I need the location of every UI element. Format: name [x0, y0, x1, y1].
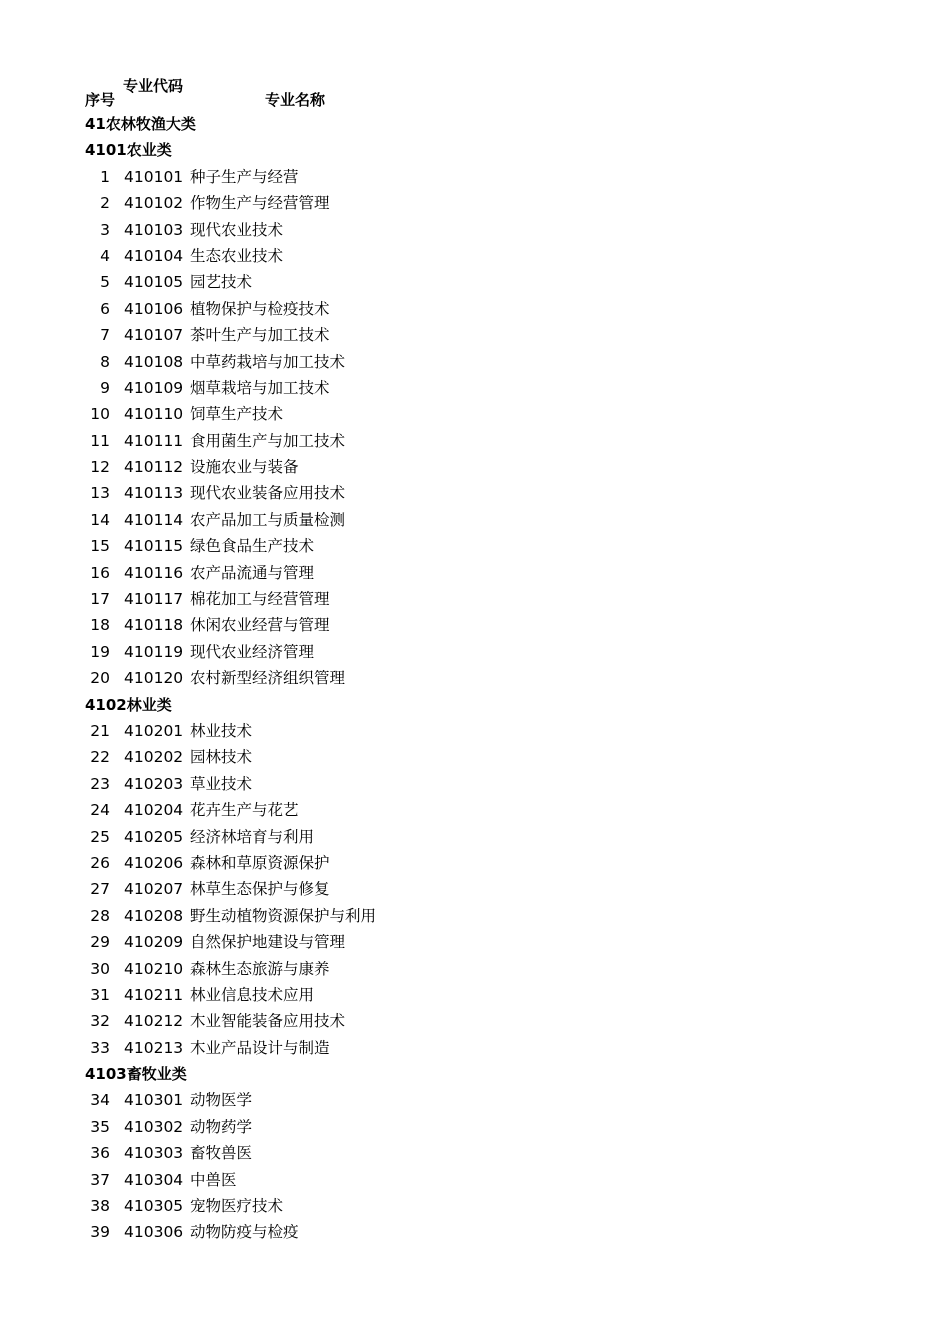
- row-name: 棉花加工与经营管理: [190, 590, 330, 609]
- row-seq: 17: [90, 590, 110, 609]
- row-code: 410201: [124, 721, 184, 740]
- row-name: 园林技术: [190, 748, 253, 767]
- row-code: 410112: [124, 458, 184, 477]
- row-code: 410118: [124, 616, 184, 635]
- row-seq: 21: [90, 721, 110, 740]
- row-seq: 16: [90, 563, 110, 582]
- table-row: [0, 507, 950, 533]
- table-row: [0, 665, 950, 691]
- row-seq: 36: [90, 1144, 110, 1163]
- row-seq: 9: [100, 378, 110, 397]
- row-code: 410115: [124, 537, 184, 556]
- row-code: 410105: [124, 273, 184, 292]
- category-row: [0, 1061, 950, 1087]
- row-name: 宠物医疗技术: [190, 1197, 284, 1216]
- row-name: 农村新型经济组织管理: [190, 669, 346, 688]
- row-code: 410211: [124, 985, 184, 1004]
- table-row: [0, 718, 950, 744]
- header-seq: 序号: [85, 91, 116, 109]
- row-name: 植物保护与检疫技术: [190, 299, 330, 318]
- row-code: 410301: [124, 1091, 184, 1110]
- row-name: 现代农业技术: [190, 220, 284, 239]
- row-seq: 7: [100, 326, 110, 345]
- row-code: 410116: [124, 563, 184, 582]
- row-code: 410302: [124, 1117, 184, 1136]
- row-seq: 1: [100, 167, 110, 186]
- header-name: 专业名称: [265, 91, 326, 109]
- row-code: 410107: [124, 326, 184, 345]
- table-row: [0, 164, 950, 190]
- category-row: [0, 137, 950, 163]
- row-seq: 12: [90, 458, 110, 477]
- row-seq: 37: [90, 1170, 110, 1189]
- category-row: [0, 692, 950, 718]
- row-name: 中草药栽培与加工技术: [190, 352, 346, 371]
- row-code: 410212: [124, 1012, 184, 1031]
- table-row: [0, 533, 950, 559]
- row-seq: 25: [90, 827, 110, 846]
- row-code: 410114: [124, 510, 184, 529]
- table-row: [0, 243, 950, 269]
- table-row: [0, 296, 950, 322]
- table-row: [0, 1219, 950, 1245]
- row-seq: 29: [90, 933, 110, 952]
- row-name: 饲草生产技术: [190, 405, 284, 424]
- row-name: 森林生态旅游与康养: [190, 959, 330, 978]
- header-code: 专业代码: [122, 77, 183, 95]
- row-seq: 3: [100, 220, 110, 239]
- table-row: [0, 797, 950, 823]
- row-code: 410207: [124, 880, 184, 899]
- row-name: 花卉生产与花艺: [190, 801, 299, 820]
- row-code: 410119: [124, 642, 184, 661]
- row-code: 410113: [124, 484, 184, 503]
- row-seq: 30: [90, 959, 110, 978]
- row-name: 动物医学: [190, 1091, 253, 1110]
- table-row: [0, 1035, 950, 1061]
- table-row: [0, 876, 950, 902]
- row-code: 410206: [124, 853, 184, 872]
- row-name: 食用菌生产与加工技术: [190, 431, 346, 450]
- table-row: [0, 269, 950, 295]
- table-row: [0, 1193, 950, 1219]
- table-row: [0, 903, 950, 929]
- row-code: 410117: [124, 590, 184, 609]
- row-code: 410108: [124, 352, 184, 371]
- row-name: 森林和草原资源保护: [190, 853, 330, 872]
- table-row: [0, 375, 950, 401]
- row-name: 中兽医: [190, 1170, 237, 1189]
- row-name: 园艺技术: [190, 273, 253, 292]
- table-row: [0, 824, 950, 850]
- row-name: 农产品加工与质量检测: [190, 510, 346, 529]
- row-name: 野生动植物资源保护与利用: [190, 906, 377, 925]
- row-name: 现代农业装备应用技术: [190, 484, 346, 503]
- row-seq: 18: [90, 616, 110, 635]
- row-seq: 38: [90, 1197, 110, 1216]
- row-name: 自然保护地建设与管理: [190, 933, 346, 952]
- row-seq: 6: [100, 299, 110, 318]
- table-row: [0, 349, 950, 375]
- table-row: [0, 982, 950, 1008]
- table-row: [0, 612, 950, 638]
- row-code: 410303: [124, 1144, 184, 1163]
- row-name: 动物药学: [190, 1117, 253, 1136]
- table-row: [0, 744, 950, 770]
- row-name: 作物生产与经营管理: [190, 194, 330, 213]
- row-name: 经济林培育与利用: [190, 827, 315, 846]
- row-name: 烟草栽培与加工技术: [190, 378, 330, 397]
- category-label: 4102林业类: [85, 695, 172, 714]
- row-code: 410210: [124, 959, 184, 978]
- row-code: 410110: [124, 405, 184, 424]
- table-row: [0, 401, 950, 427]
- row-name: 草业技术: [190, 774, 253, 793]
- row-seq: 34: [90, 1091, 110, 1110]
- table-row: [0, 929, 950, 955]
- row-code: 410304: [124, 1170, 184, 1189]
- row-seq: 28: [90, 906, 110, 925]
- row-code: 410104: [124, 246, 184, 265]
- table-row: [0, 1140, 950, 1166]
- row-code: 410103: [124, 220, 184, 239]
- row-code: 410202: [124, 748, 184, 767]
- row-seq: 22: [90, 748, 110, 767]
- table-row: [0, 560, 950, 586]
- row-code: 410111: [124, 431, 184, 450]
- table-row: [0, 850, 950, 876]
- row-name: 动物防疫与检疫: [190, 1223, 299, 1242]
- table-row: [0, 480, 950, 506]
- row-seq: 20: [90, 669, 110, 688]
- table-body: [0, 111, 950, 1246]
- row-name: 木业智能装备应用技术: [190, 1012, 346, 1031]
- row-name: 畜牧兽医: [190, 1144, 253, 1163]
- table-row: [0, 217, 950, 243]
- row-code: 410208: [124, 906, 184, 925]
- row-name: 林草生态保护与修复: [190, 880, 330, 899]
- row-seq: 24: [90, 801, 110, 820]
- row-code: 410306: [124, 1223, 184, 1242]
- row-seq: 19: [90, 642, 110, 661]
- row-name: 设施农业与装备: [190, 458, 299, 477]
- row-code: 410204: [124, 801, 184, 820]
- row-name: 现代农业经济管理: [190, 642, 315, 661]
- table-row: [0, 1167, 950, 1193]
- row-name: 林业信息技术应用: [190, 985, 315, 1004]
- row-seq: 10: [90, 405, 110, 424]
- row-seq: 26: [90, 853, 110, 872]
- table-row: [0, 639, 950, 665]
- row-name: 木业产品设计与制造: [190, 1038, 330, 1057]
- table-row: [0, 322, 950, 348]
- row-code: 410305: [124, 1197, 184, 1216]
- row-code: 410106: [124, 299, 184, 318]
- row-name: 茶叶生产与加工技术: [190, 326, 330, 345]
- row-seq: 8: [100, 352, 110, 371]
- row-seq: 33: [90, 1038, 110, 1057]
- row-code: 410109: [124, 378, 184, 397]
- row-seq: 11: [90, 431, 110, 450]
- row-code: 410120: [124, 669, 184, 688]
- row-seq: 13: [90, 484, 110, 503]
- row-seq: 27: [90, 880, 110, 899]
- row-code: 410205: [124, 827, 184, 846]
- row-code: 410101: [124, 167, 184, 186]
- row-seq: 4: [100, 246, 110, 265]
- table-row: [0, 1087, 950, 1113]
- category-label: 4103畜牧业类: [85, 1065, 187, 1084]
- row-seq: 23: [90, 774, 110, 793]
- table-row: [0, 190, 950, 216]
- row-seq: 35: [90, 1117, 110, 1136]
- row-seq: 32: [90, 1012, 110, 1031]
- row-code: 410102: [124, 194, 184, 213]
- category-label: 41农林牧渔大类: [85, 115, 196, 133]
- row-name: 种子生产与经营: [190, 167, 299, 186]
- row-seq: 39: [90, 1223, 110, 1242]
- table-row: [0, 428, 950, 454]
- row-name: 绿色食品生产技术: [190, 537, 315, 556]
- table-row: [0, 1114, 950, 1140]
- category-row: [0, 111, 950, 137]
- table-row: [0, 1008, 950, 1034]
- row-code: 410213: [124, 1038, 184, 1057]
- category-label: 4101农业类: [85, 141, 172, 160]
- row-name: 林业技术: [190, 721, 253, 740]
- row-code: 410209: [124, 933, 184, 952]
- row-seq: 15: [90, 537, 110, 556]
- table-row: [0, 454, 950, 480]
- row-seq: 14: [90, 510, 110, 529]
- row-name: 休闲农业经营与管理: [190, 616, 330, 635]
- row-name: 生态农业技术: [190, 246, 284, 265]
- row-seq: 2: [100, 194, 110, 213]
- table-row: [0, 771, 950, 797]
- table-row: [0, 586, 950, 612]
- row-seq: 31: [90, 985, 110, 1004]
- table-row: [0, 956, 950, 982]
- row-code: 410203: [124, 774, 184, 793]
- row-seq: 5: [100, 273, 110, 292]
- row-name: 农产品流通与管理: [190, 563, 315, 582]
